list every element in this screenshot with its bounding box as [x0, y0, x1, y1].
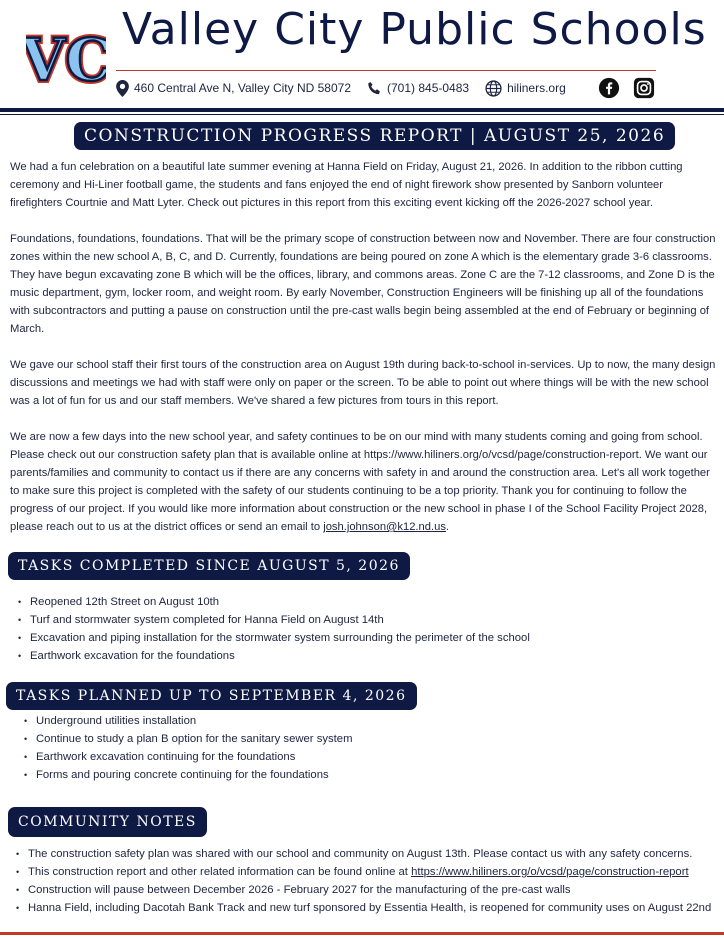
address: [116, 80, 351, 97]
list-item-text: This construction report and other related information can be found online at: [28, 866, 412, 878]
svg-text:VC: VC: [26, 26, 106, 94]
list-item: • Underground utilities installation: [24, 712, 352, 730]
report-body: [10, 158, 716, 554]
website-text[interactable]: hiliners.org: [507, 81, 566, 95]
map-pin-icon: [116, 80, 129, 97]
list-item: • Earthwork excavation for the foundations: [18, 647, 530, 665]
footer-rule: [0, 932, 724, 935]
construction-report-link[interactable]: https://www.hiliners.org/o/vcsd/page/construction-report: [411, 866, 689, 878]
paragraph-text: We are now a few days into the new school year, and safety continues to be on our mind with many students coming and going from school. Please check out our construction safety plan that is available online at https://www.hiliners.org/o/vcsd/page/construction-report. We want our parents/families and community to contact us if there are any concerns with safety in and around the construction area. Let's all work together to make sure this project is completed with the safety of our students continuing to be a top priority. Thank you for continuing to follow the progress of our project. If you would like more information about construction or the new school in phase I of the School Facility Project 2028, please reach out to us at the district offices or send an email to: [10, 431, 710, 533]
paragraph: [10, 428, 716, 536]
list-item: • Construction will pause between December 2026 - February 2027 for the manufacturing of the pre-cast walls: [16, 881, 711, 899]
header-rule-thin: [0, 114, 724, 115]
social-links: [598, 77, 660, 99]
paragraph: We had a fun celebration on a beautiful late summer evening at Hanna Field on Friday, August 21, 2026. In addition to the ribbon cutting ceremony and Hi-Liner football game, the students and fans enjoyed the end of night firework show presented by Sanborn volunteer firefighters Courtnie and Matt Lyter. Check out pictures in this report from this exciting event kicking off the 2026-2027 school year.: [10, 161, 683, 209]
tasks-planned-list: [24, 712, 352, 784]
tasks-completed-list: [18, 593, 530, 665]
list-item: • Reopened 12th Street on August 10th: [18, 593, 530, 611]
list-item: • The construction safety plan was shared with our school and community on August 13th. Please contact us with any safety concerns.: [16, 845, 711, 863]
list-item: • Excavation and piping installation for the stormwater system surrounding the perimeter of the school: [18, 629, 530, 647]
svg-text:VC: VC: [26, 26, 106, 94]
paragraph-end: .: [445, 521, 450, 533]
tasks-planned-heading: TASKS PLANNED UP TO SEPTEMBER 4, 2026: [6, 682, 417, 710]
paragraph: Foundations, foundations, foundations. That will be the primary scope of construction between now and November. There are four construction zones within the new school A, B, C, and D. Currently, foundations are being poured on zone A which is the elementary grade 3-6 classrooms. They have begun excavating zone B which will be the offices, library, and commons areas. Zone C are the 7-12 classrooms, and Zone D is the music department, gym, locker room, and weight room. By early November, Construction Engineers will be finishing up all of the foundations with subcontractors and putting a pause on construction until the pre-cast walls begin being assembled at the end of February or beginning of March.: [10, 233, 716, 335]
phone: [367, 81, 469, 96]
community-notes-list: [16, 845, 711, 917]
list-item: • Continue to study a plan B option for the sanitary sewer system: [24, 730, 352, 748]
website[interactable]: [485, 80, 566, 97]
community-notes-heading: COMMUNITY NOTES: [8, 807, 207, 837]
tasks-completed-heading: TASKS COMPLETED SINCE AUGUST 5, 2026: [8, 552, 410, 580]
phone-text: (701) 845-0483: [387, 81, 470, 95]
list-item: [16, 863, 711, 881]
list-item: • Hanna Field, including Dacotah Bank Track and new turf sponsored by Essentia Health, is reopened for community uses on August 22nd: [16, 899, 711, 917]
page-title: Valley City Public Schools: [122, 4, 707, 55]
district-logo: [26, 22, 106, 96]
contact-bar: [116, 70, 656, 99]
header-rule: [0, 108, 724, 112]
email-link[interactable]: josh.johnson@k12.nd.us: [323, 521, 446, 533]
list-item: • Forms and pouring concrete continuing for the foundations: [24, 766, 352, 784]
paragraph: We gave our school staff their first tours of the construction area on August 19th during back-to-school in-services. Up to now, the many design discussions and meetings we had with staff were only on paper or the screen. To be able to point out where things will be with the new school was a lot of fun for us and our staff members. We've shared a few pictures from tours in this report.: [10, 359, 716, 407]
report-title-banner: CONSTRUCTION PROGRESS REPORT | AUGUST 25, 2026: [74, 122, 675, 150]
list-item: • Turf and stormwater system completed for Hanna Field on August 14th: [18, 611, 530, 629]
facebook-icon[interactable]: [598, 77, 620, 99]
phone-icon: [367, 81, 382, 96]
list-item: • Earthwork excavation continuing for the foundations: [24, 748, 352, 766]
instagram-icon[interactable]: [633, 77, 655, 99]
address-text: 460 Central Ave N, Valley City ND 58072: [134, 81, 352, 95]
globe-icon: [485, 80, 502, 97]
